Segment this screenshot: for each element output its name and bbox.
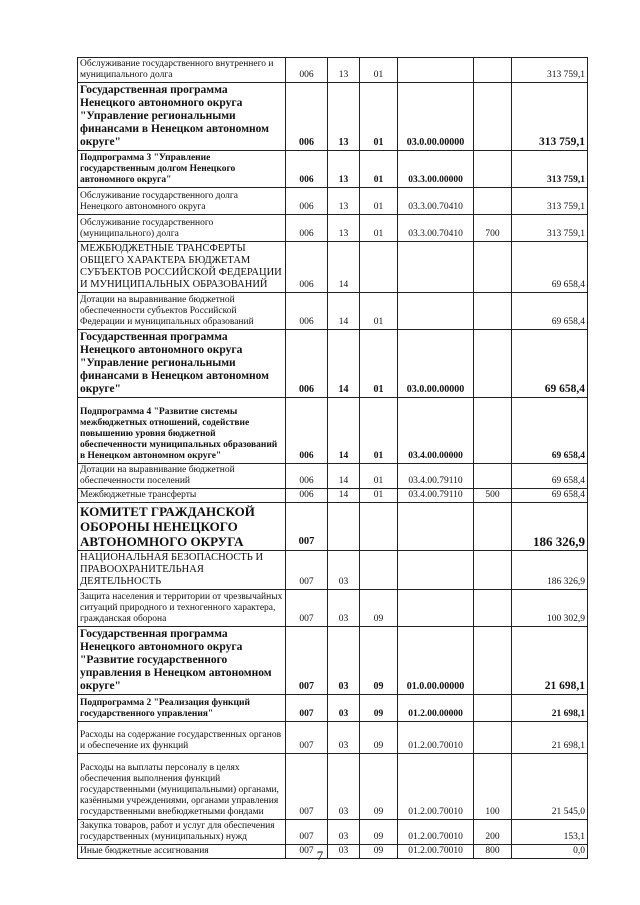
row-name: Расходы на выплаты персоналу в целях обеспечения выполнения функций государственными (муниципальными) органами, казёнными учреждениями, органами управления государственными внебюджетными фондами (78, 754, 286, 820)
row-name: Государственная программа Ненецкого автономного округа "Управление региональными финансами в Ненецком автономном округе" (78, 83, 286, 151)
row-ved-code: 006 (286, 215, 328, 242)
row-amount: 313 759,1 (512, 188, 588, 215)
row-amount: 313 759,1 (512, 215, 588, 242)
row-csr-code: 01.2.00.70010 (398, 845, 474, 859)
row-vr-code (474, 722, 512, 754)
row-vr-code (474, 398, 512, 464)
row-name: Обслуживание государственного внутреннего и муниципального долга (78, 58, 286, 83)
row-vr-code: 200 (474, 820, 512, 845)
row-csr-code (398, 551, 474, 590)
table-row (78, 503, 588, 551)
row-amount: 21 545,0 (512, 754, 588, 820)
row-csr-code: 03.3.00.00000 (398, 151, 474, 188)
row-ved-code: 007 (286, 695, 328, 722)
row-ved-code: 007 (286, 754, 328, 820)
row-csr-code (398, 242, 474, 293)
row-amount: 69 658,4 (512, 293, 588, 330)
row-pr-code (360, 242, 398, 293)
row-pr-code: 01 (360, 293, 398, 330)
row-name: Государственная программа Ненецкого автономного округа "Развитие государственного управления в Ненецком автономном округе" (78, 627, 286, 695)
row-csr-code: 01.2.00.70010 (398, 754, 474, 820)
table-row (78, 151, 588, 188)
row-amount: 69 658,4 (512, 242, 588, 293)
row-csr-code: 01.0.00.00000 (398, 627, 474, 695)
row-pr-code: 09 (360, 845, 398, 859)
row-vr-code (474, 293, 512, 330)
row-name: Дотации на выравнивание бюджетной обеспеченности поселений (78, 464, 286, 489)
row-vr-code: 100 (474, 754, 512, 820)
row-amount: 186 326,9 (512, 551, 588, 590)
table-row (78, 489, 588, 503)
row-rz-code (328, 503, 360, 551)
row-rz-code: 13 (328, 215, 360, 242)
row-name: Закупка товаров, работ и услуг для обеспечения государственных (муниципальных) нужд (78, 820, 286, 845)
row-vr-code: 800 (474, 845, 512, 859)
table-row (78, 398, 588, 464)
table-row (78, 627, 588, 695)
row-ved-code: 006 (286, 398, 328, 464)
table-row (78, 464, 588, 489)
row-rz-code: 13 (328, 151, 360, 188)
table-row (78, 754, 588, 820)
row-vr-code (474, 58, 512, 83)
row-csr-code: 03.4.00.00000 (398, 398, 474, 464)
row-ved-code: 007 (286, 722, 328, 754)
table-row (78, 242, 588, 293)
row-amount: 313 759,1 (512, 58, 588, 83)
row-rz-code: 14 (328, 242, 360, 293)
row-vr-code (474, 695, 512, 722)
row-pr-code: 09 (360, 722, 398, 754)
table-row (78, 590, 588, 627)
row-pr-code: 09 (360, 820, 398, 845)
row-ved-code: 007 (286, 590, 328, 627)
row-pr-code: 09 (360, 695, 398, 722)
table-row (78, 820, 588, 845)
row-vr-code: 700 (474, 215, 512, 242)
row-csr-code: 03.0.00.00000 (398, 83, 474, 151)
row-amount: 21 698,1 (512, 695, 588, 722)
row-amount: 153,1 (512, 820, 588, 845)
budget-table (77, 57, 588, 859)
row-name: Межбюджетные трансферты (78, 489, 286, 503)
row-pr-code: 01 (360, 83, 398, 151)
row-ved-code: 007 (286, 551, 328, 590)
row-ved-code: 006 (286, 188, 328, 215)
row-rz-code: 03 (328, 695, 360, 722)
row-pr-code (360, 503, 398, 551)
row-pr-code: 01 (360, 58, 398, 83)
row-rz-code: 14 (328, 464, 360, 489)
row-pr-code: 01 (360, 489, 398, 503)
row-ved-code: 006 (286, 83, 328, 151)
row-vr-code (474, 464, 512, 489)
row-amount: 21 698,1 (512, 722, 588, 754)
row-csr-code: 01.2.00.70010 (398, 820, 474, 845)
row-ved-code: 006 (286, 293, 328, 330)
row-name: Дотации на выравнивание бюджетной обеспеченности субъектов Российской Федерации и муниципальных образований (78, 293, 286, 330)
row-csr-code: 01.2.00.70010 (398, 722, 474, 754)
table-row (78, 58, 588, 83)
row-ved-code: 007 (286, 845, 328, 859)
row-vr-code (474, 590, 512, 627)
table-row (78, 215, 588, 242)
row-rz-code: 13 (328, 188, 360, 215)
row-ved-code: 007 (286, 820, 328, 845)
row-name: Обслуживание государственного долга Ненецкого автономного округа (78, 188, 286, 215)
row-amount: 69 658,4 (512, 464, 588, 489)
row-vr-code (474, 330, 512, 398)
budget-table-body (78, 58, 588, 859)
table-row (78, 83, 588, 151)
row-rz-code: 14 (328, 489, 360, 503)
row-csr-code: 03.0.00.00000 (398, 330, 474, 398)
row-ved-code: 006 (286, 464, 328, 489)
row-csr-code (398, 590, 474, 627)
row-csr-code (398, 58, 474, 83)
row-name: Расходы на содержание государственных органов и обеспечение их функций (78, 722, 286, 754)
row-name: Подпрограмма 3 "Управление государственным долгом Ненецкого автономного округа" (78, 151, 286, 188)
row-pr-code: 01 (360, 188, 398, 215)
row-amount: 313 759,1 (512, 151, 588, 188)
row-vr-code (474, 503, 512, 551)
row-pr-code: 09 (360, 627, 398, 695)
row-rz-code: 03 (328, 754, 360, 820)
row-rz-code: 03 (328, 722, 360, 754)
row-ved-code: 006 (286, 242, 328, 293)
row-name: НАЦИОНАЛЬНАЯ БЕЗОПАСНОСТЬ И ПРАВООХРАНИТЕЛЬНАЯ ДЕЯТЕЛЬНОСТЬ (78, 551, 286, 590)
row-vr-code (474, 83, 512, 151)
row-ved-code: 007 (286, 627, 328, 695)
row-csr-code: 03.3.00.70410 (398, 188, 474, 215)
table-row (78, 551, 588, 590)
row-ved-code: 006 (286, 151, 328, 188)
row-amount: 186 326,9 (512, 503, 588, 551)
row-amount: 100 302,9 (512, 590, 588, 627)
row-amount: 69 658,4 (512, 489, 588, 503)
row-ved-code: 006 (286, 58, 328, 83)
row-pr-code: 01 (360, 398, 398, 464)
row-vr-code (474, 242, 512, 293)
row-ved-code: 007 (286, 503, 328, 551)
table-row (78, 722, 588, 754)
row-vr-code (474, 551, 512, 590)
table-row (78, 293, 588, 330)
row-pr-code (360, 551, 398, 590)
row-rz-code: 03 (328, 845, 360, 859)
row-pr-code: 01 (360, 464, 398, 489)
row-name: Иные бюджетные ассигнования (78, 845, 286, 859)
row-rz-code: 14 (328, 330, 360, 398)
row-vr-code: 500 (474, 489, 512, 503)
row-amount: 69 658,4 (512, 398, 588, 464)
row-name: КОМИТЕТ ГРАЖДАНСКОЙ ОБОРОНЫ НЕНЕЦКОГО АВТОНОМНОГО ОКРУГА (78, 503, 286, 551)
row-pr-code: 09 (360, 590, 398, 627)
row-name: Подпрограмма 2 "Реализация функций государственного управления" (78, 695, 286, 722)
row-csr-code (398, 503, 474, 551)
page-number: 7 (316, 848, 324, 863)
table-row (78, 330, 588, 398)
row-csr-code: 01.2.00.00000 (398, 695, 474, 722)
row-pr-code: 01 (360, 215, 398, 242)
row-vr-code (474, 188, 512, 215)
row-csr-code: 03.4.00.79110 (398, 464, 474, 489)
row-amount: 69 658,4 (512, 330, 588, 398)
row-vr-code (474, 151, 512, 188)
row-amount: 21 698,1 (512, 627, 588, 695)
row-pr-code: 01 (360, 151, 398, 188)
row-rz-code: 03 (328, 590, 360, 627)
row-ved-code: 006 (286, 489, 328, 503)
row-rz-code: 03 (328, 551, 360, 590)
row-rz-code: 03 (328, 820, 360, 845)
row-rz-code: 13 (328, 83, 360, 151)
table-row (78, 188, 588, 215)
table-row (78, 695, 588, 722)
row-pr-code: 01 (360, 330, 398, 398)
row-pr-code: 09 (360, 754, 398, 820)
row-rz-code: 14 (328, 293, 360, 330)
row-csr-code: 03.3.00.70410 (398, 215, 474, 242)
row-amount: 313 759,1 (512, 83, 588, 151)
row-vr-code (474, 627, 512, 695)
row-name: МЕЖБЮДЖЕТНЫЕ ТРАНСФЕРТЫ ОБЩЕГО ХАРАКТЕРА БЮДЖЕТАМ СУБЪЕКТОВ РОССИЙСКОЙ ФЕДЕРАЦИИ И МУНИЦИПАЛЬНЫХ ОБРАЗОВАНИЙ (78, 242, 286, 293)
row-rz-code: 13 (328, 58, 360, 83)
row-name: Подпрограмма 4 "Развитие системы межбюджетных отношений, содействие повышению уровня бюджетной обеспеченности муниципальных образований в Ненецком автономном округе" (78, 398, 286, 464)
row-name: Государственная программа Ненецкого автономного округа "Управление региональными финансами в Ненецком автономном округе" (78, 330, 286, 398)
row-amount: 0,0 (512, 845, 588, 859)
row-csr-code: 03.4.00.79110 (398, 489, 474, 503)
row-rz-code: 03 (328, 627, 360, 695)
row-csr-code (398, 293, 474, 330)
row-name: Защита населения и территории от чрезвычайных ситуаций природного и техногенного характера, гражданская оборона (78, 590, 286, 627)
row-name: Обслуживание государственного (муниципального) долга (78, 215, 286, 242)
row-rz-code: 14 (328, 398, 360, 464)
row-ved-code: 006 (286, 330, 328, 398)
